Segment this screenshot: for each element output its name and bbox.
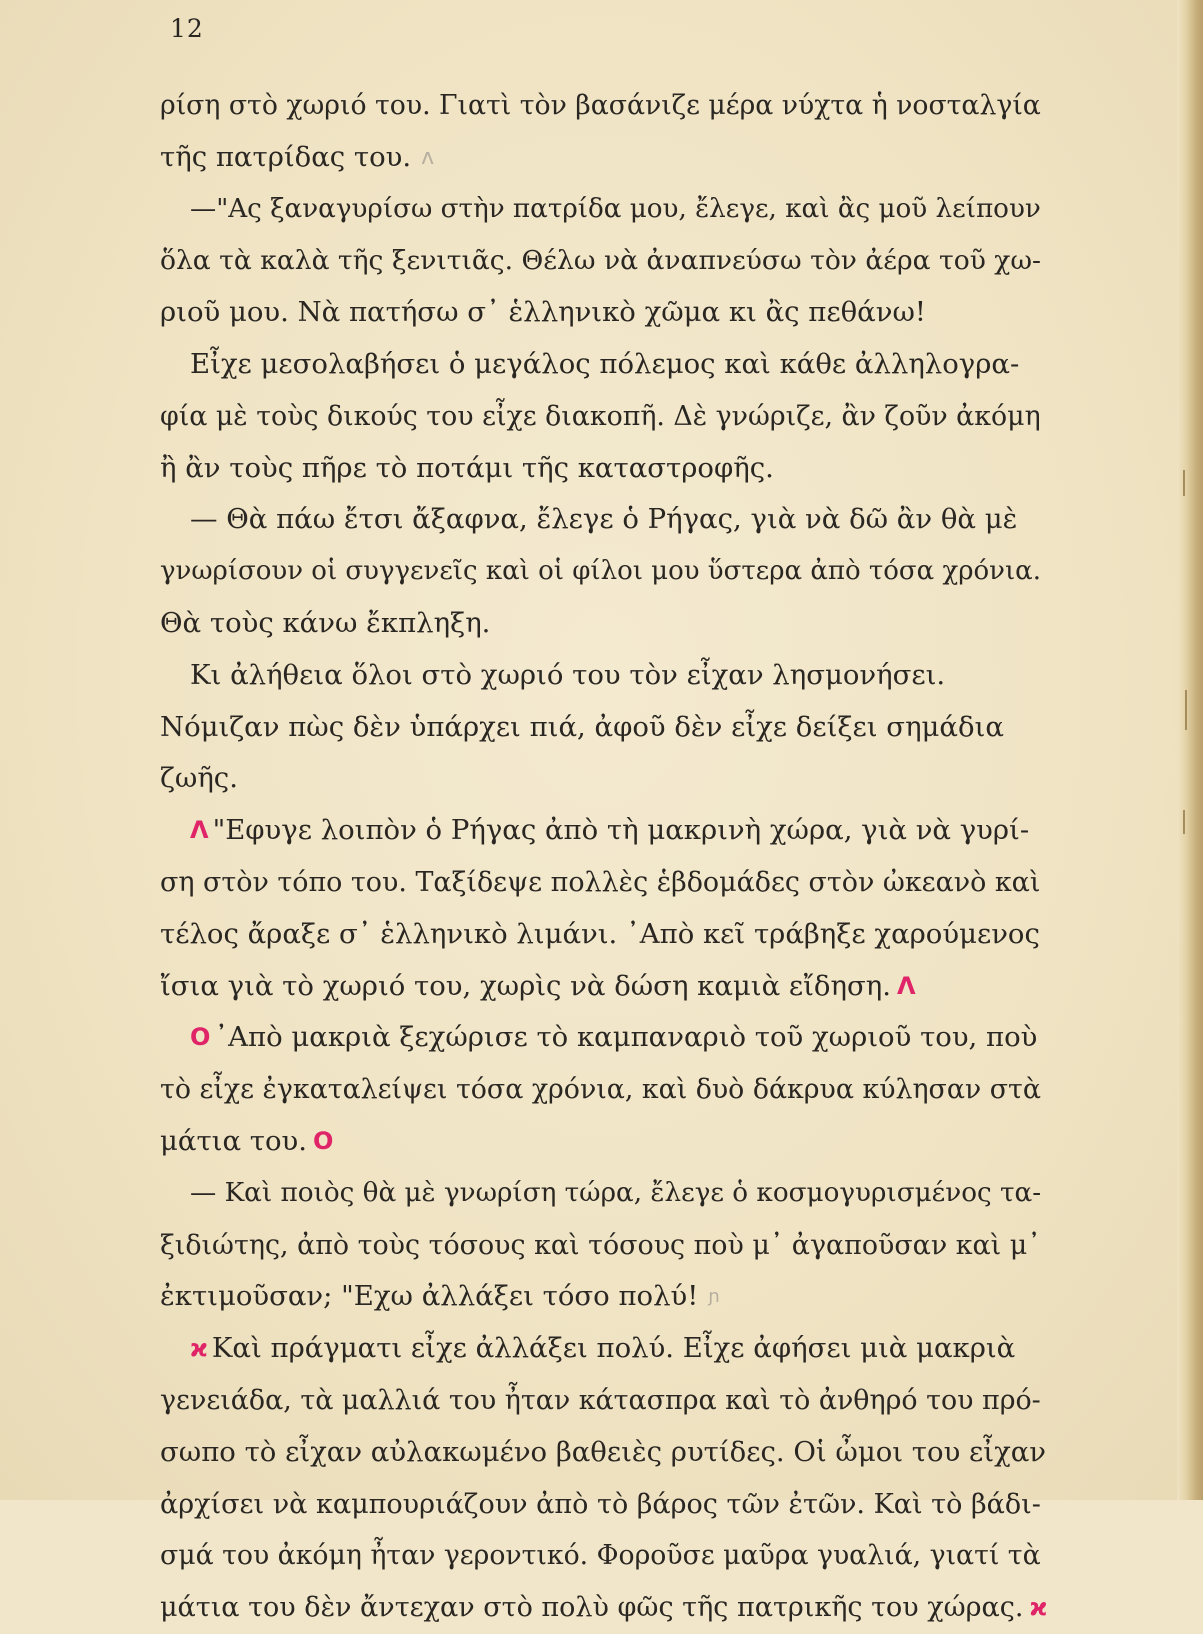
edge-mark xyxy=(1183,810,1185,834)
text-line xyxy=(160,132,1050,184)
text-line-content: ἢ ἂν τοὺς πῆρε τὸ ποτάμι τῆς καταστροφῆς. xyxy=(160,451,774,484)
text-line-content: Εἶχε μεσολαβήσει ὁ μεγάλος πόλεμος καὶ κάθε ἀλληλογρα- xyxy=(190,347,1020,380)
text-line xyxy=(160,1012,1050,1064)
text-line xyxy=(160,1168,1050,1220)
text-line-content: φία μὲ τοὺς δικούς του εἶχε διακοπῆ. Δὲ γνώριζε, ἂν ζοῦν ἀκόμη xyxy=(160,400,1041,432)
proof-mark: ϰ xyxy=(1029,1593,1048,1622)
text-line xyxy=(160,1323,1050,1375)
page-edge xyxy=(1177,0,1203,1500)
text-line-content: ξιδιώτης, ἀπὸ τοὺς τόσους καὶ τόσους ποὺ μ᾽ ἀγαποῦσαν καὶ μ᾽ xyxy=(160,1229,1041,1261)
text-line xyxy=(160,1116,1050,1168)
text-line-content: τὸ εἶχε ἐγκαταλείψει τόσα χρόνια, καὶ δυὸ δάκρυα κύλησαν στὰ xyxy=(160,1074,1041,1106)
text-line-content: Νόμιζαν πὼς δὲν ὑπάρχει πιά, ἀφοῦ δὲν εἶχε δείξει σημάδια xyxy=(160,710,1004,743)
text-line-content: γνωρίσουν οἱ συγγενεῖς καὶ οἱ φίλοι μου ὕστερα ἀπὸ τόσα χρόνια. xyxy=(160,556,1042,587)
text-line-content: ἀρχίσει νὰ καμπουριάζουν ἀπὸ τὸ βάρος τῶν ἐτῶν. Καὶ τὸ βάδι- xyxy=(160,1488,1041,1520)
text-line xyxy=(160,287,1050,339)
text-line xyxy=(160,1427,1050,1479)
text-line xyxy=(160,184,1050,236)
text-line-content: — Θὰ πάω ἔτσι ἄξαφνα, ἔλεγε ὁ Ρήγας, γιὰ νὰ δῶ ἂν θὰ μὲ xyxy=(190,503,1018,536)
text-line xyxy=(160,235,1050,287)
proof-mark: Λ xyxy=(190,816,209,845)
text-line-content: σμά του ἀκόμη ἦταν γεροντικό. Φοροῦσε μαῦρα γυαλιά, γιατί τὰ xyxy=(160,1540,1041,1572)
pencil-mark: ɲ xyxy=(708,1286,720,1308)
text-line-content: ση στὸν τόπο του. Ταξίδεψε πολλὲς ἑβδομάδες στὸν ὠκεανὸ καὶ xyxy=(160,866,1041,898)
text-line xyxy=(160,339,1050,391)
text-line-content: —"Ας ξαναγυρίσω στὴν πατρίδα μου, ἔλεγε, καὶ ἂς μοῦ λείπουν xyxy=(190,193,1041,224)
text-line-content: ἴσια γιὰ τὸ χωριό του, χωρὶς νὰ δώση καμιὰ εἴδηση. xyxy=(160,969,891,1002)
text-line xyxy=(160,909,1050,961)
text-line xyxy=(160,805,1050,857)
pencil-mark: ʌ xyxy=(421,144,435,170)
edge-mark xyxy=(1183,470,1185,496)
text-line xyxy=(160,1479,1050,1531)
text-line-content: Θὰ τοὺς κάνω ἔκπληξη. xyxy=(160,606,491,639)
text-line-content: τέλος ἄραξε σ᾽ ἑλληνικὸ λιμάνι. ᾽Απὸ κεῖ τράβηξε χαρούμενος xyxy=(160,917,1040,950)
text-line-content: μάτια του. xyxy=(160,1124,307,1157)
proof-mark: O xyxy=(190,1023,211,1052)
page-number: 12 xyxy=(170,14,204,43)
text-line xyxy=(160,1530,1050,1582)
text-line-content: Καὶ πράγματι εἶχε ἀλλάξει πολύ. Εἶχε ἀφήσει μιὰ μακριὰ xyxy=(211,1332,1016,1365)
text-line xyxy=(160,702,1050,754)
text-line-content: μάτια του δὲν ἄντεχαν στὸ πολὺ φῶς τῆς πατρικῆς του χώρας. xyxy=(160,1592,1024,1624)
text-line xyxy=(160,1271,1050,1323)
text-body xyxy=(160,80,1050,1634)
text-line xyxy=(160,546,1050,598)
proof-mark: ϰ xyxy=(190,1334,208,1363)
text-line xyxy=(160,1375,1050,1427)
text-line xyxy=(160,961,1050,1013)
text-line xyxy=(160,857,1050,909)
text-line xyxy=(160,494,1050,546)
text-line-content: ᾽Απὸ μακριὰ ξεχώρισε τὸ καμπαναριὸ τοῦ χωριοῦ του, ποὺ xyxy=(214,1021,1038,1054)
proof-mark: O xyxy=(312,1126,334,1155)
proof-mark: Λ xyxy=(896,971,916,1000)
text-line xyxy=(160,1582,1050,1634)
text-line xyxy=(160,1064,1050,1116)
text-line-content: σωπο τὸ εἶχαν αὐλακωμένο βαθειὲς ρυτίδες. Οἱ ὦμοι του εἶχαν xyxy=(160,1435,1047,1468)
text-line xyxy=(160,650,1050,702)
text-line xyxy=(160,443,1050,495)
text-line-content: ριοῦ μου. Νὰ πατήσω σ᾽ ἑλληνικὸ χῶμα κι ἂς πεθάνω! xyxy=(160,296,926,329)
text-line xyxy=(160,1220,1050,1272)
text-line-content: τῆς πατρίδας του. xyxy=(160,140,412,173)
text-line-content: ρίση στὸ χωριό του. Γιατὶ τὸν βασάνιζε μέρα νύχτα ἡ νοσταλγία xyxy=(160,90,1041,121)
text-line-content: Κι ἀλήθεια ὅλοι στὸ χωριό του τὸν εἶχαν λησμονήσει. xyxy=(190,658,946,691)
text-line xyxy=(160,80,1050,132)
text-line-content: ὅλα τὰ καλὰ τῆς ξενιτιᾶς. Θέλω νὰ ἀναπνεύσω τὸν ἀέρα τοῦ χω- xyxy=(160,245,1041,277)
text-line-content: γενειάδα, τὰ μαλλιά του ἦταν κάτασπρα καὶ τὸ ἀνθηρό του πρό- xyxy=(160,1384,1041,1416)
edge-mark xyxy=(1185,690,1187,730)
text-line-content: "Εφυγε λοιπὸν ὁ Ρήγας ἀπὸ τὴ μακρινὴ χώρα, γιὰ νὰ γυρί- xyxy=(212,814,1030,847)
text-line-content: ζωῆς. xyxy=(160,762,238,795)
text-line xyxy=(160,598,1050,650)
text-line xyxy=(160,391,1050,443)
text-line xyxy=(160,753,1050,805)
text-line-content: — Καὶ ποιὸς θὰ μὲ γνωρίση τώρα, ἔλεγε ὁ κοσμογυρισμένος τα- xyxy=(190,1177,1042,1208)
text-line-content: ἐκτιμοῦσαν; "Εχω ἀλλάξει τόσο πολύ! xyxy=(160,1280,699,1313)
